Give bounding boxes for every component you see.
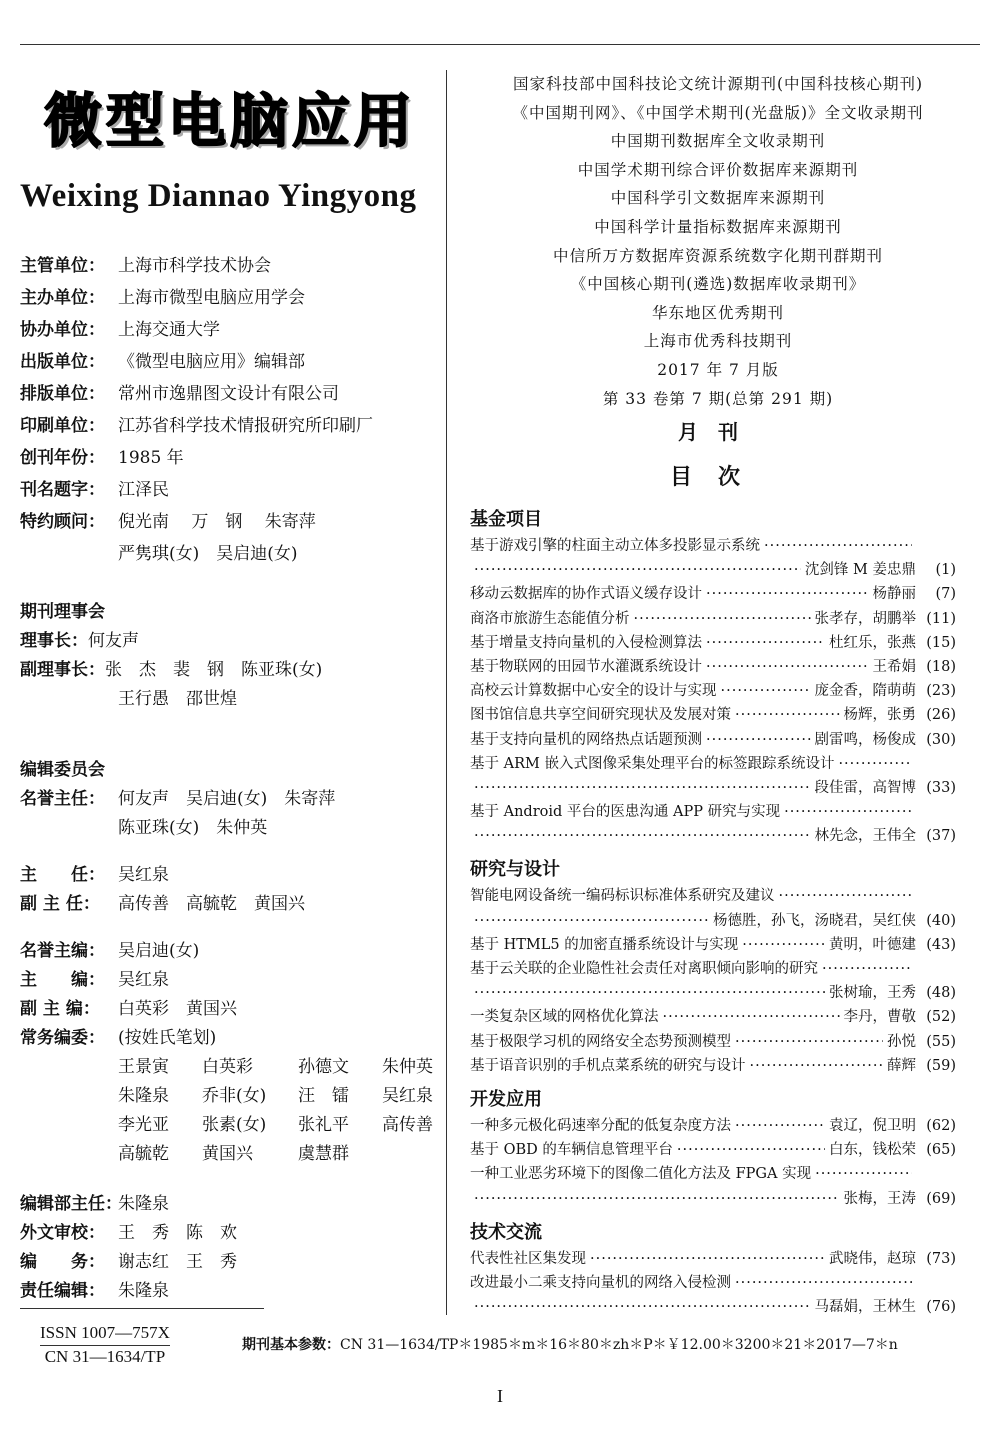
indexing-list	[456, 70, 980, 413]
toc-leader-dots	[735, 1271, 912, 1295]
toc-entry-authors: 段佳雷，高智博	[814, 779, 916, 796]
toc-entry-page: (30)	[926, 731, 956, 748]
toc-entry	[470, 679, 956, 703]
vice-director: 高传善 高毓乾 黄国兴	[118, 894, 305, 914]
council-vice-line2: 王行愚 邵世煌	[118, 689, 237, 709]
toc-entry-continuation	[470, 981, 956, 1005]
toc-entry-title: 移动云数据库的协作式语义缓存设计	[470, 586, 702, 603]
toc-entry-title: 一种多元极化码速率分配的低复杂度方法	[470, 1117, 731, 1134]
toc-entry-authors: 剧雷鸣，杨俊成	[814, 731, 916, 748]
toc-entry	[470, 1005, 956, 1029]
toc-entry-continuation	[470, 909, 956, 933]
council-chair: 何友声	[88, 631, 139, 651]
office-row	[20, 1190, 440, 1219]
info-row	[20, 282, 440, 314]
council-vice-line1: 张 杰 裴 钢 陈亚珠(女)	[105, 660, 323, 680]
office-label: 外文审校：	[20, 1223, 105, 1243]
indexing-line: 《中国核心期刊(遴选)数据库收录期刊》	[570, 275, 866, 294]
standing-member-name: 乔非(女)	[202, 1086, 267, 1106]
office-label: 责任编辑：	[20, 1281, 105, 1301]
toc-entry-authors: 黄明，叶德建	[829, 936, 916, 953]
office-value: 王 秀 陈 欢	[118, 1223, 237, 1243]
toc-leader-dots	[590, 1247, 825, 1271]
toc-leader-dots	[706, 655, 869, 679]
office-row	[20, 1248, 440, 1277]
params-label: 期刊基本参数：	[242, 1337, 340, 1353]
toc-entry-continuation	[470, 558, 956, 582]
info-row	[20, 506, 440, 538]
indexing-line: 中信所万方数据库资源系统数字化期刊群期刊	[552, 246, 883, 265]
toc-leader-dots	[706, 582, 869, 606]
toc-entry-authors: 薛辉	[887, 1057, 916, 1074]
toc-entry-page: (59)	[926, 1057, 956, 1074]
toc-entry-title: 基于游戏引擎的柱面主动立体多投影显示系统	[470, 538, 760, 554]
toc-entry-title: 基于物联网的田园节水灌溉系统设计	[470, 658, 702, 675]
info-row	[20, 378, 440, 410]
toc-title: 目次	[669, 465, 766, 490]
standing-member-name: 朱隆泉	[118, 1086, 169, 1106]
info-label: 出版单位：	[20, 352, 105, 372]
indexing-line: 2017 年 7 月版	[657, 360, 779, 379]
toc-leader-dots	[474, 824, 811, 848]
toc-entry	[470, 1271, 956, 1295]
toc-entry-authors: 林先念，王伟全	[814, 828, 916, 845]
toc-entry-authors: 庞金香，隋萌萌	[814, 683, 916, 700]
info-value: 上海市微型电脑应用学会	[118, 288, 305, 308]
toc-leader-dots	[735, 1114, 825, 1138]
info-label: 协办单位：	[20, 320, 105, 340]
standing-member-name: 朱仲英	[382, 1057, 433, 1077]
indexing-line: 国家科技部中国科技论文统计源期刊(中国科技核心期刊)	[512, 75, 924, 93]
chief: 吴红泉	[118, 970, 169, 990]
toc-entry-title: 智能电网设备统一编码标识标准体系研究及建议	[470, 888, 775, 905]
indexing-line: 《中国期刊网》、《中国学术期刊(光盘版)》全文收录期刊	[512, 103, 924, 122]
info-value: 江苏省科学技术情报研究所印刷厂	[118, 416, 373, 436]
toc-entry-title: 图书馆信息共享空间研究现状及发展对策	[470, 707, 731, 724]
toc-entry-authors: 武晓伟，赵琼	[829, 1250, 916, 1267]
toc-entry	[470, 703, 956, 727]
info-label: 创刊年份：	[20, 448, 105, 468]
toc-entry-title: 基于增量支持向量机的入侵检测算法	[470, 634, 702, 651]
standing-members	[20, 1053, 440, 1169]
toc-entry	[470, 631, 956, 655]
toc-entry-authors: 孙悦	[887, 1033, 916, 1050]
info-row	[20, 442, 440, 474]
toc-entry-title: 商洛市旅游生态能值分析	[470, 610, 630, 627]
standing-member-name: 黄国兴	[202, 1144, 253, 1164]
toc-entry-page: (23)	[926, 683, 956, 700]
toc-entry-continuation	[470, 1295, 956, 1319]
toc-entry-authors: 张孝存，胡鹏举	[814, 610, 916, 627]
info-row	[20, 474, 440, 506]
council-section	[20, 598, 440, 714]
office-value: 谢志红 王 秀	[118, 1252, 237, 1272]
toc-entry-title: 基于云关联的企业隐性社会责任对离职倾向影响的研究	[470, 961, 818, 977]
standing-member-name: 高毓乾	[118, 1144, 169, 1164]
toc-entry-page: (11)	[926, 610, 956, 627]
info-row	[20, 250, 440, 282]
toc-entry-page: (52)	[926, 1009, 956, 1026]
info-row	[20, 314, 440, 346]
office-label: 编辑部主任：	[20, 1194, 122, 1214]
indexing-line: 上海市优秀科技期刊	[643, 332, 793, 351]
indexing-line: 第 33 卷第 7 期(总第 291 期)	[602, 389, 834, 408]
toc-leader-dots	[474, 558, 801, 582]
standing-member-name: 汪 镭	[298, 1086, 349, 1106]
editorial-section	[20, 756, 440, 1169]
toc-entry-title: 基于语音识别的手机点菜系统的研究与设计	[470, 1057, 746, 1074]
standing-label: 常务编委：	[20, 1028, 105, 1048]
info-value: 倪光南 万 钢 朱寄萍	[118, 512, 316, 532]
toc-entry-page: (69)	[926, 1190, 956, 1207]
frequency: 月刊	[678, 420, 758, 444]
info-value: 《微型电脑应用》编辑部	[118, 352, 305, 372]
toc-entry-page: (7)	[935, 586, 956, 603]
toc-entry-title: 基于 HTML5 的加密直播系统设计与实现	[470, 936, 739, 953]
toc-entry-authors: 沈剑锋 M 姜忠鼎	[804, 562, 916, 579]
info-label: 主办单位：	[20, 288, 105, 308]
toc-entry-page: (43)	[926, 936, 956, 953]
toc-entry-page: (65)	[926, 1142, 956, 1159]
toc-leader-dots	[663, 1005, 840, 1029]
standing-member-name: 吴红泉	[382, 1086, 433, 1106]
honor-director-line2: 陈亚珠(女) 朱仲英	[118, 818, 268, 838]
toc-entry-title: 基于 ARM 嵌入式图像采集处理平台的标签跟踪系统设计	[470, 755, 835, 772]
toc-entry	[470, 534, 956, 558]
toc-entry-title: 基于极限学习机的网络安全态势预测模型	[470, 1033, 731, 1050]
info-label: 特约顾问：	[20, 512, 105, 532]
indexing-line: 中国期刊数据库全文收录期刊	[610, 132, 826, 151]
toc-entry-authors: 张梅，王涛	[843, 1190, 916, 1207]
standing-member-name: 张礼平	[298, 1115, 349, 1135]
info-continuation: 严隽琪(女) 吴启迪(女)	[118, 544, 298, 564]
cn-number: CN 31—1634/TP	[44, 1347, 166, 1366]
issn-block	[40, 1322, 170, 1368]
toc-entry-page: (62)	[926, 1117, 956, 1134]
toc-entry	[470, 800, 956, 824]
toc-entry-page: (18)	[926, 658, 956, 675]
toc-entry	[470, 884, 956, 908]
toc-entry-title: 基于 Android 平台的医患沟通 APP 研究与实现	[470, 804, 781, 821]
indexing-line: 中国科学引文数据库来源期刊	[610, 189, 826, 208]
toc-entry-title: 基于 OBD 的车辆信息管理平台	[470, 1142, 673, 1159]
toc-leader-dots	[474, 776, 811, 800]
toc-entry-authors: 马磊娟，王林生	[814, 1299, 916, 1316]
toc-entry-authors: 杨辉，张勇	[843, 707, 916, 724]
toc-entry-title: 一种工业恶劣环境下的图像二值化方法及 FPGA 实现	[470, 1166, 812, 1183]
vice-chief-label: 副 主 编：	[20, 999, 100, 1019]
toc-entry	[470, 957, 956, 981]
toc-entry-continuation	[470, 1187, 956, 1211]
toc-leader-dots	[634, 607, 811, 631]
toc-leader-dots	[735, 1030, 883, 1054]
toc-entry-authors: 杨静丽	[872, 586, 916, 603]
toc-entry-page: (48)	[926, 985, 956, 1002]
office-value: 朱隆泉	[118, 1281, 169, 1301]
issn: ISSN 1007—757X	[40, 1322, 170, 1346]
toc-leader-dots	[474, 1295, 811, 1319]
toc-leader-dots	[742, 933, 825, 957]
editorial-title: 编辑委员会	[20, 760, 105, 780]
info-label: 主管单位：	[20, 256, 105, 276]
indexing-line: 中国科学计量指标数据库来源期刊	[594, 217, 842, 236]
toc-entry-page: (73)	[926, 1250, 956, 1267]
toc-entry-page: (55)	[926, 1033, 956, 1050]
toc-entry-page: (15)	[926, 634, 956, 651]
info-value: 1985 年	[118, 448, 184, 468]
toc-leader-dots	[474, 909, 709, 933]
info-value: 常州市逸鼎图文设计有限公司	[118, 384, 339, 404]
toc-leader-dots	[706, 728, 811, 752]
council-vice-label: 副理事长：	[20, 660, 105, 680]
office-row	[20, 1277, 440, 1306]
toc-entry	[470, 1138, 956, 1162]
toc-entry	[470, 1162, 956, 1186]
toc-entry-page: (1)	[935, 562, 956, 579]
standing-note: (按姓氏笔划)	[118, 1028, 217, 1048]
toc-entry-page: (26)	[926, 707, 956, 724]
standing-member-name: 张素(女)	[202, 1115, 267, 1135]
toc-entry	[470, 728, 956, 752]
toc-entry-authors: 袁辽，倪卫明	[829, 1117, 916, 1134]
standing-member-name: 高传善	[382, 1115, 433, 1135]
toc-entry-title: 高校云计算数据中心安全的设计与实现	[470, 683, 717, 700]
info-value: 上海市科学技术协会	[118, 256, 271, 276]
toc-leader-dots	[779, 884, 913, 908]
director-label: 主 任：	[20, 865, 105, 885]
office-row	[20, 1219, 440, 1248]
toc-section-title: 开发应用	[470, 1088, 542, 1110]
honor-chief-label: 名誉主编：	[20, 941, 105, 961]
toc-entry	[470, 1114, 956, 1138]
toc-entry-page: (37)	[926, 828, 956, 845]
journal-title-en: Weixing Diannao Yingyong	[20, 178, 417, 214]
toc-leader-dots	[474, 1187, 840, 1211]
toc-leader-dots	[735, 703, 840, 727]
bottom-left-rule	[20, 1308, 264, 1309]
toc-entry-page: (33)	[926, 779, 956, 796]
toc-entry	[470, 582, 956, 606]
indexing-line: 中国学术期刊综合评价数据库来源期刊	[577, 160, 859, 179]
toc-entry	[470, 607, 956, 631]
standing-member-name: 虞慧群	[298, 1144, 349, 1164]
info-label: 排版单位：	[20, 384, 105, 404]
chief-label: 主 编：	[20, 970, 105, 990]
toc-entry-authors: 王希娟	[872, 658, 916, 675]
toc-leader-dots	[474, 981, 825, 1005]
journal-title-cn: 微型电脑应用	[44, 87, 417, 155]
journal-params	[242, 1334, 898, 1354]
top-rule	[20, 44, 980, 45]
toc-leader-dots	[721, 679, 811, 703]
info-row	[20, 346, 440, 378]
council-title: 期刊理事会	[20, 602, 105, 622]
toc-entry	[470, 752, 956, 776]
toc-entry-authors: 张树瑜，王秀	[829, 985, 916, 1002]
toc-entry-title: 代表性社区集发现	[470, 1250, 586, 1267]
toc-entry	[470, 933, 956, 957]
toc-entry-authors: 杨德胜，孙飞，汤晓君，吴红侠	[713, 912, 916, 929]
vice-chief: 白英彩 黄国兴	[118, 999, 237, 1019]
toc-leader-dots	[706, 631, 825, 655]
toc-leader-dots	[822, 957, 912, 981]
info-value: 江泽民	[118, 480, 169, 500]
params-value: CN 31—1634/TP＊1985＊m＊16＊80＊zh＊P＊￥12.00＊3200＊21＊2017—7＊n	[340, 1337, 898, 1353]
honor-chief: 吴启迪(女)	[118, 941, 200, 961]
toc-entry-authors: 杜红乐，张燕	[829, 634, 916, 651]
standing-member-name: 白英彩	[202, 1057, 253, 1077]
toc-section-title: 研究与设计	[470, 859, 560, 881]
honor-director-line1: 何友声 吴启迪(女) 朱寄萍	[118, 789, 336, 809]
toc-entry-continuation	[470, 824, 956, 848]
indexing-line: 华东地区优秀期刊	[651, 303, 784, 322]
toc-leader-dots	[677, 1138, 825, 1162]
toc-leader-dots	[815, 1162, 912, 1186]
publisher-info	[20, 250, 440, 570]
vice-director-label: 副 主 任：	[20, 894, 100, 914]
toc-leader-dots	[764, 534, 912, 558]
office-value: 朱隆泉	[118, 1194, 169, 1214]
standing-member-name: 王景寅	[118, 1057, 169, 1077]
toc-section-title: 基金项目	[470, 509, 542, 530]
toc-leader-dots	[838, 752, 912, 776]
honor-director-label: 名誉主任：	[20, 789, 105, 809]
toc-entry	[470, 1030, 956, 1054]
toc-entry	[470, 1054, 956, 1078]
toc-leader-dots	[784, 800, 912, 824]
council-chair-label: 理事长：	[20, 631, 88, 651]
toc-entry-page: (40)	[926, 912, 956, 929]
toc-leader-dots	[750, 1054, 884, 1078]
toc-entry-title: 基于支持向量机的网络热点话题预测	[470, 731, 702, 748]
toc-entry	[470, 655, 956, 679]
toc-entry-authors: 李丹，曹敬	[843, 1009, 916, 1026]
toc-section-title: 技术交流	[470, 1221, 542, 1243]
toc-entry-title: 一类复杂区域的网格优化算法	[470, 1009, 659, 1026]
standing-member-name: 孙德文	[298, 1057, 349, 1077]
office-section	[20, 1190, 440, 1306]
office-label: 编 务：	[20, 1252, 105, 1272]
toc-entry	[470, 1247, 956, 1271]
page-number: I	[497, 1386, 503, 1406]
toc-entry-continuation	[470, 776, 956, 800]
info-row	[20, 410, 440, 442]
info-value: 上海交通大学	[118, 320, 220, 340]
standing-member-name: 李光亚	[118, 1115, 169, 1135]
toc-entry-authors: 白东，钱松荣	[829, 1142, 916, 1159]
director: 吴红泉	[118, 865, 169, 885]
toc-entry-title: 改进最小二乘支持向量机的网络入侵检测	[470, 1274, 731, 1291]
table-of-contents	[470, 506, 956, 1319]
info-label: 刊名题字：	[20, 480, 105, 500]
toc-entry-page: (76)	[926, 1299, 956, 1316]
info-label: 印刷单位：	[20, 416, 105, 436]
